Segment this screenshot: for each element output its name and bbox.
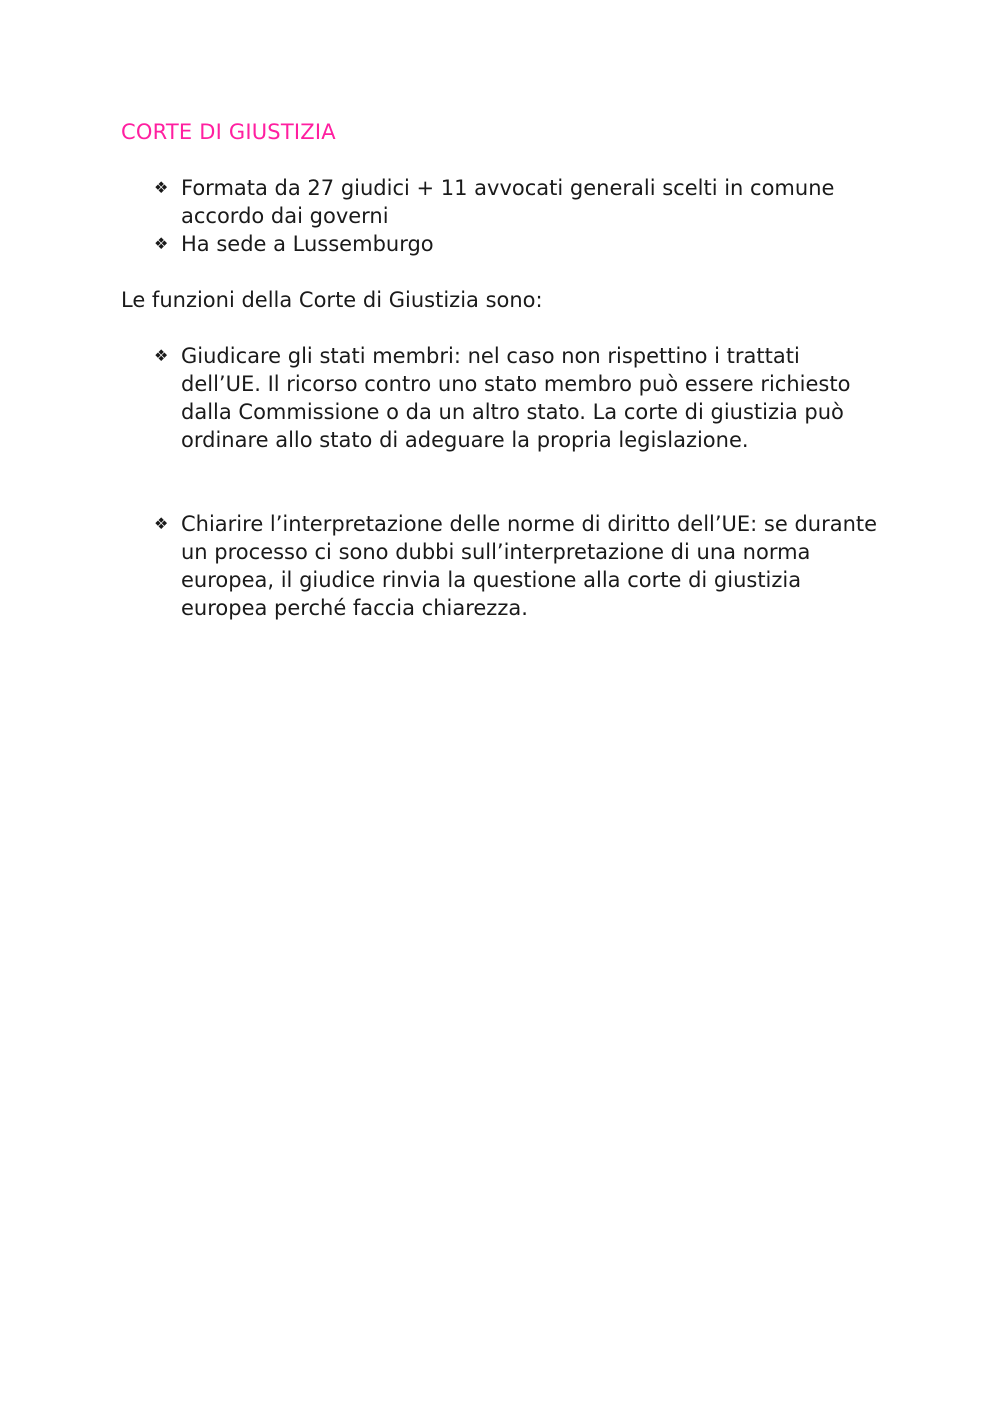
functions-list-continued — [154, 510, 884, 622]
list-item-text: Formata da 27 giudici + 11 avvocati generali scelti in comune accordo dai governi — [181, 176, 835, 228]
page-title: CORTE DI GIUSTIZIA — [121, 120, 336, 144]
functions-list — [154, 342, 884, 454]
list-item-text: Ha sede a Lussemburgo — [181, 232, 434, 256]
diamond-bullet-icon: ❖ — [154, 178, 169, 197]
diamond-bullet-icon: ❖ — [154, 514, 169, 533]
list-item-text: Chiarire l’interpretazione delle norme di diritto dell’UE: se durante un processo ci sono dubbi sull’interpretazione di una norma europea, il giudice rinvia la questione alla corte di giustizia europea perché faccia chiarezza. — [181, 512, 878, 620]
intro-paragraph: Le funzioni della Corte di Giustizia sono: — [121, 288, 543, 312]
list-item — [154, 510, 884, 622]
list-item — [154, 174, 884, 230]
list-item — [154, 230, 884, 258]
diamond-bullet-icon: ❖ — [154, 234, 169, 253]
list-item-text: Giudicare gli stati membri: nel caso non rispettino i trattati dell’UE. Il ricorso contro uno stato membro può essere richiesto dalla Commissione o da un altro stato. La corte di giustizia può ordinare allo stato di adeguare la propria legislazione. — [181, 344, 851, 452]
list-item — [154, 342, 884, 454]
diamond-bullet-icon: ❖ — [154, 346, 169, 365]
composition-list — [154, 174, 884, 258]
